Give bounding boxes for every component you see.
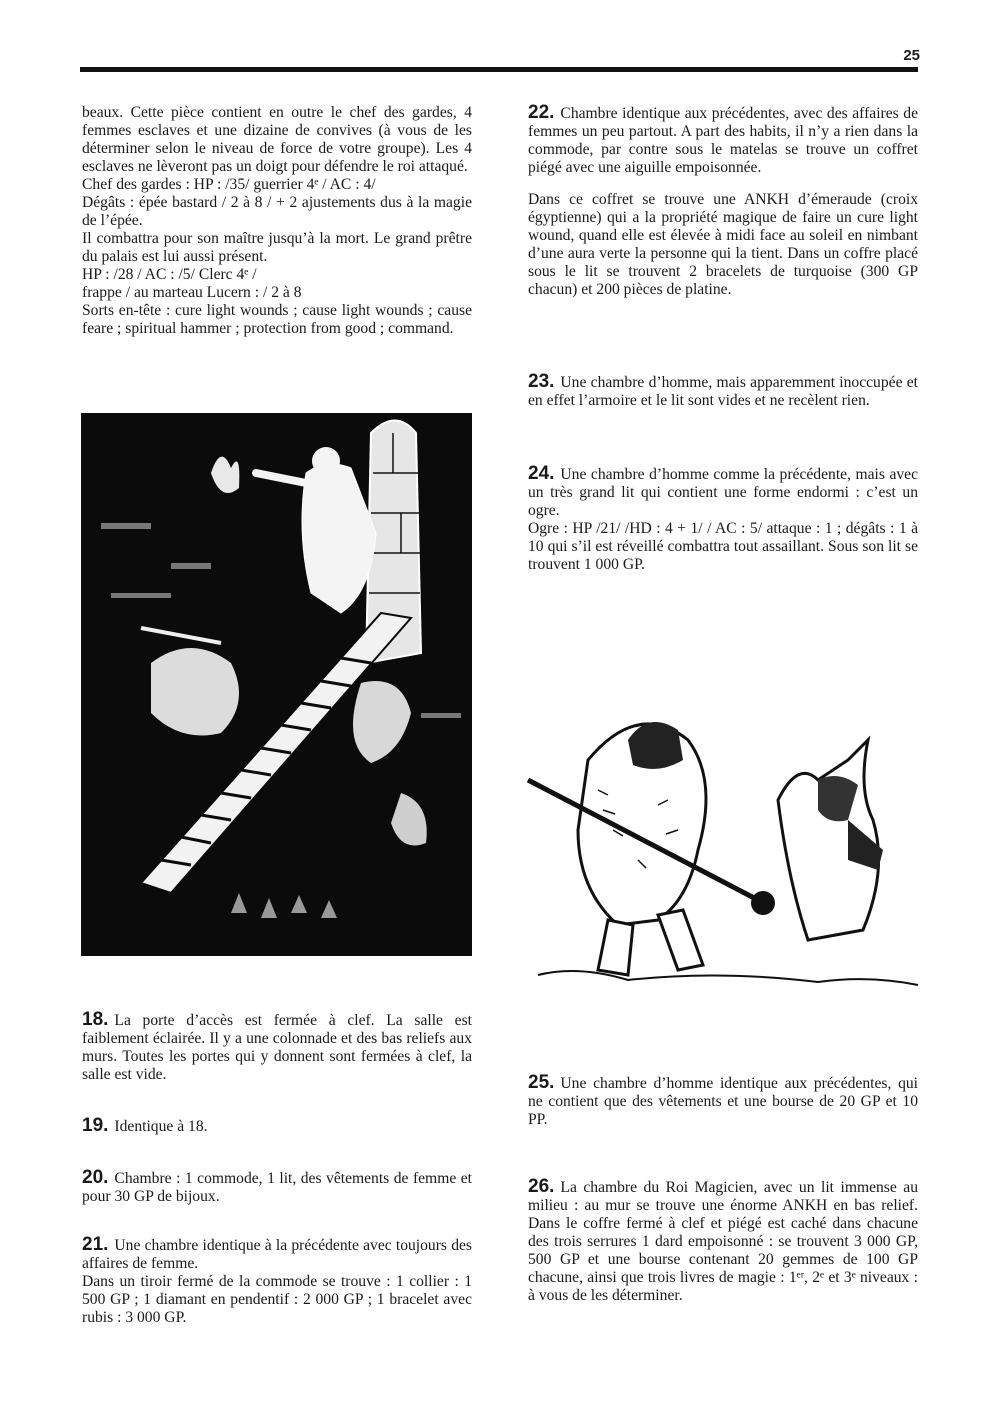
section-21 <box>82 1236 472 1327</box>
section-number: 23. <box>528 371 555 392</box>
section-number: 22. <box>528 102 555 123</box>
section-text: Une chambre identique à la précédente avec toujours des affaires de femme. <box>82 1237 472 1272</box>
priest-spells: Sorts en-tête : cure light wounds ; cause light wounds ; cause feare ; spiritual hammer ; protection from good ; command. <box>82 302 472 337</box>
left-intro <box>82 104 472 338</box>
section-text: Une chambre d’homme identique aux précédentes, qui ne contient que des vêtements et une bourse de 20 GP et 10 PP. <box>528 1075 918 1128</box>
section-24 <box>528 465 918 574</box>
page-number: 25 <box>903 47 920 64</box>
section-number: 24. <box>528 463 555 484</box>
drawer-contents: Dans un tiroir fermé de la commode se trouve : 1 collier : 1 500 GP ; 1 diamant en pendentif : 2 000 GP ; 1 bracelet avec rubis : 3 000 GP. <box>82 1273 472 1326</box>
priest-stats: HP : /28 / AC : /5/ Clerc 4ᵉ / <box>82 266 257 283</box>
section-number: 20. <box>82 1167 109 1188</box>
section-text: Une chambre d’homme, mais apparemment inoccupée et en effet l’armoire et le lit sont vides et ne recèlent rien. <box>528 374 918 409</box>
section-text-continued: Dans ce coffret se trouve une ANKH d’émeraude (croix égyptienne) qui a la propriété magique de faire un cure light wound, quand elle est élevée à midi face au soleil en nimbant d’une aura verte la personne qui la tient. Dans un coffre placé sous le lit se trouvent 2 bracelets de turquoise (300 GP chacun) et 200 pièces de platine. <box>528 191 918 298</box>
header-rule <box>80 67 918 72</box>
intro-paragraph: beaux. Cette pièce contient en outre le chef des gardes, 4 femmes esclaves et une dizaine de convives (à vous de les déterminer selon le niveau de force de votre groupe). Les 4 esclaves ne lèveront pas un doigt pour défendre le roi attaqué. <box>82 104 472 175</box>
section-number: 19. <box>82 1115 109 1136</box>
section-text: Identique à 18. <box>114 1118 208 1135</box>
section-text: Une chambre d’homme comme la précédente, mais avec un très grand lit qui contient une forme endormi : c’est un ogre. <box>528 466 918 519</box>
section-22 <box>528 104 918 299</box>
section-text: Chambre : 1 commode, 1 lit, des vêtements de femme et pour 30 GP de bijoux. <box>82 1170 472 1205</box>
section-number: 25. <box>528 1072 555 1093</box>
ogre-wizard-illustration <box>518 700 928 1000</box>
section-text: La chambre du Roi Magicien, avec un lit immense au milieu : au mur se trouve une énorme ANKH en bas relief. Dans le coffre fermé à clef et piégé est caché dans chacune des trois serrures 1 dard empoisonné : se trouvent 3 000 GP, 500 GP et une bourse contenant 20 gemmes de 100 GP chacune, ainsi que trois livres de magie : 1ᵉʳ, 2ᵉ et 3ᵉ niveaux : à vous de les déterminer. <box>528 1179 918 1304</box>
guard-chief-stats: Chef des gardes : HP : /35/ guerrier 4ᵉ / AC : 4/ <box>82 176 376 193</box>
priest-attack: frappe / au marteau Lucern : / 2 à 8 <box>82 284 302 301</box>
section-19 <box>82 1117 472 1136</box>
section-23 <box>528 373 918 410</box>
guard-chief-loyalty: Il combattra pour son maître jusqu’à la mort. Le grand prêtre du palais est lui aussi présent. <box>82 230 472 265</box>
section-text: Chambre identique aux précédentes, avec des affaires de femmes un peu partout. A part des habits, il n’y a rien dans la commode, par contre sous le matelas se trouve un coffret piégé avec une aiguille empoisonnée. <box>528 105 918 176</box>
section-text: La porte d’accès est fermée à clef. La salle est faiblement éclairée. Il y a une colonnade et des bas reliefs aux murs. Toutes les portes qui y donnent sont fermées à clef, la salle est vide. <box>82 1012 472 1083</box>
section-number: 26. <box>528 1176 555 1197</box>
section-20 <box>82 1169 472 1206</box>
section-number: 18. <box>82 1009 109 1030</box>
section-number: 21. <box>82 1234 109 1255</box>
guard-chief-damage: Dégâts : épée bastard / 2 à 8 / + 2 ajustements dus à la magie de l’épée. <box>82 194 472 229</box>
ogre-stats: Ogre : HP /21/ /HD : 4 + 1/ / AC : 5/ attaque : 1 ; dégâts : 1 à 10 qui s’il est réveillé combattra tout assaillant. Sous son lit se trouvent 1 000 GP. <box>528 520 918 573</box>
section-18 <box>82 1011 472 1084</box>
section-26 <box>528 1178 918 1305</box>
staircase-battle-illustration <box>81 413 472 956</box>
section-25 <box>528 1074 918 1129</box>
